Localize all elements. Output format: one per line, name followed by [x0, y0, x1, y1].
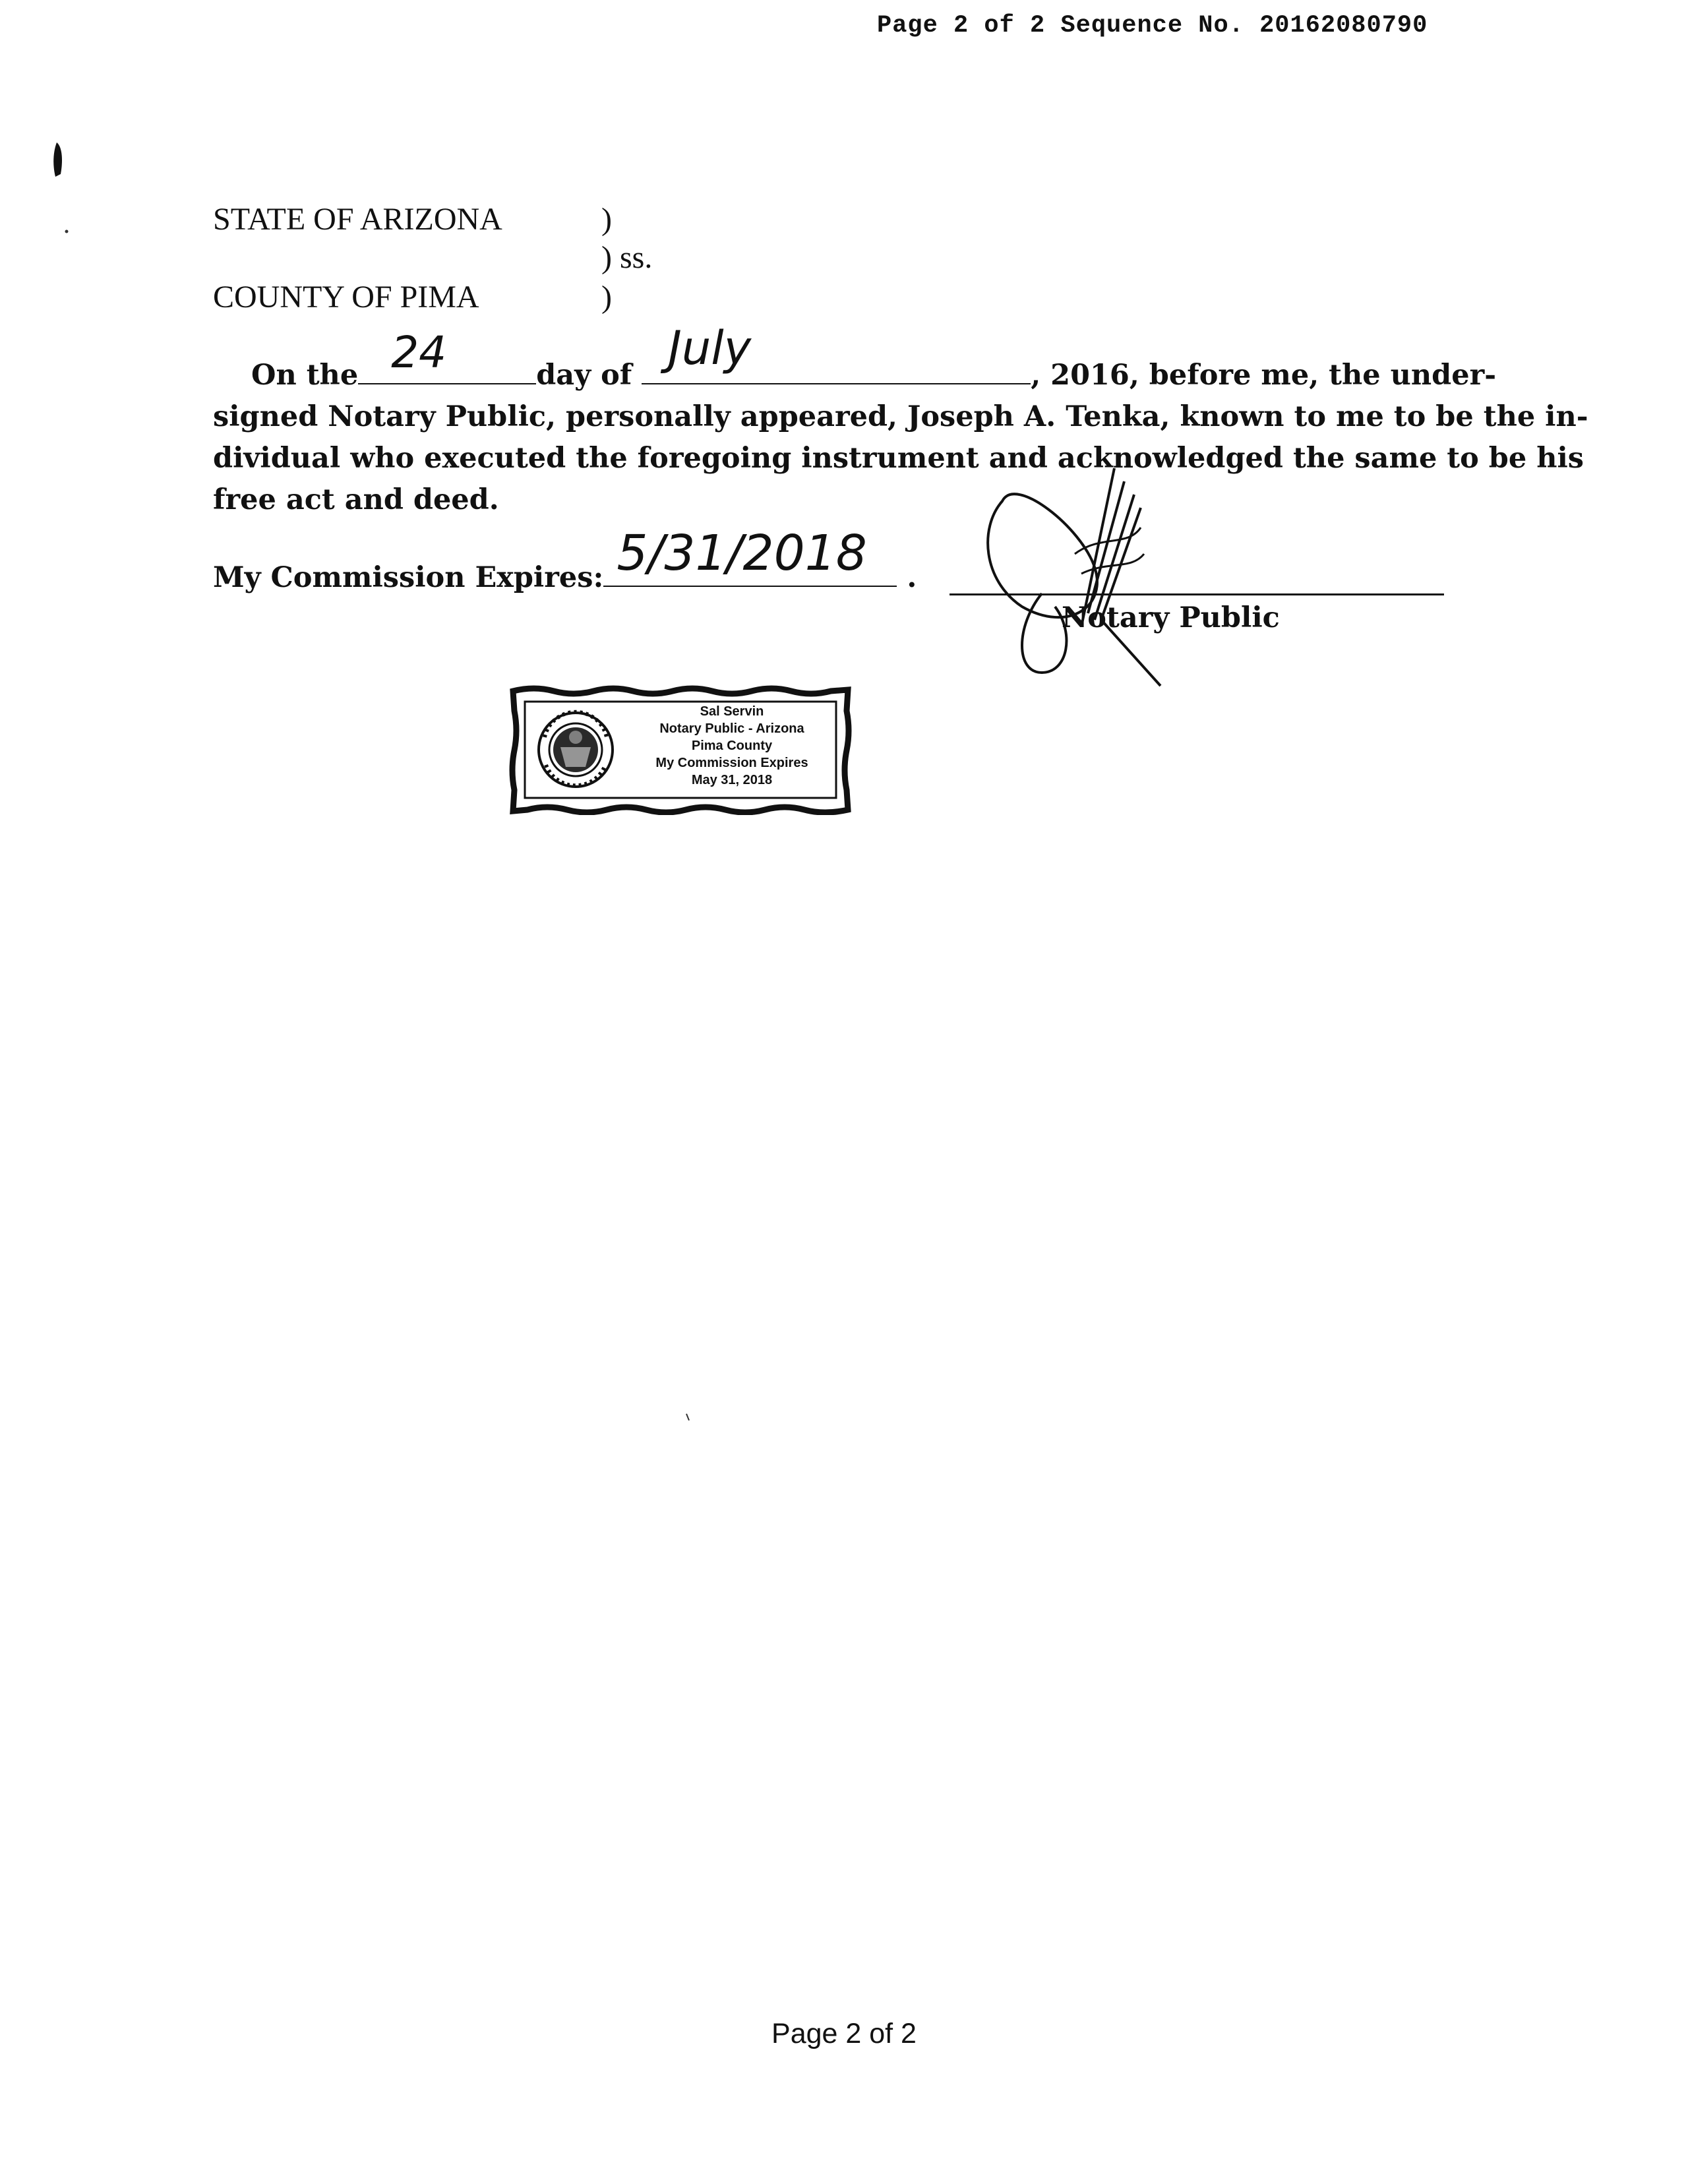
stamp-line: Notary Public - Arizona — [659, 721, 804, 736]
venue-paren-top: ) — [601, 202, 612, 237]
month-blank — [642, 321, 1031, 384]
state-label: STATE OF ARIZONA — [213, 202, 502, 237]
venue-paren-ss: ) ss. — [601, 240, 653, 275]
stamp-line: Pima County — [691, 739, 773, 753]
signature-line — [950, 593, 1444, 595]
commission-expires — [213, 525, 917, 594]
on-the-text: On the — [251, 359, 359, 392]
year-text: , 2016, before me, the under- — [1031, 359, 1497, 392]
notary-public-label: Notary Public — [1062, 601, 1280, 634]
scan-mark — [684, 1412, 691, 1422]
commission-label: My Commission Expires: — [213, 561, 604, 594]
scan-mark — [63, 228, 70, 235]
stamp-line: Sal Servin — [700, 704, 764, 719]
county-label: COUNTY OF PIMA — [213, 280, 479, 315]
stamp-text — [626, 703, 837, 789]
day-blank — [358, 327, 536, 384]
venue-paren-bottom: ) — [601, 280, 612, 315]
handwritten-day: 24 — [391, 327, 447, 378]
acknowledgment-line-4: free act and deed. — [213, 483, 499, 516]
page-header: Page 2 of 2 Sequence No. 20162080790 — [877, 12, 1428, 40]
handwritten-commission-date: 5/31/2018 — [617, 525, 867, 582]
day-of-text: day of — [536, 359, 632, 392]
notary-stamp — [508, 684, 853, 815]
stamp-line: My Commission Expires — [655, 756, 808, 770]
acknowledgment-line-1 — [213, 321, 1497, 396]
acknowledgment-line-2: signed Notary Public, personally appeared, Joseph A. Tenka, known to me to be the in- — [213, 400, 1588, 433]
acknowledgment-paragraph — [213, 321, 1588, 521]
page-footer: Page 2 of 2 — [771, 2018, 917, 2049]
commission-period: . — [907, 561, 917, 594]
stamp-line: May 31, 2018 — [691, 773, 773, 787]
acknowledgment-line-3: dividual who executed the foregoing instrument and acknowledged the same to be his — [213, 442, 1584, 475]
notary-signature — [976, 455, 1193, 692]
handwritten-month: July — [668, 321, 752, 375]
commission-blank — [603, 525, 897, 587]
scan-mark — [49, 140, 69, 179]
